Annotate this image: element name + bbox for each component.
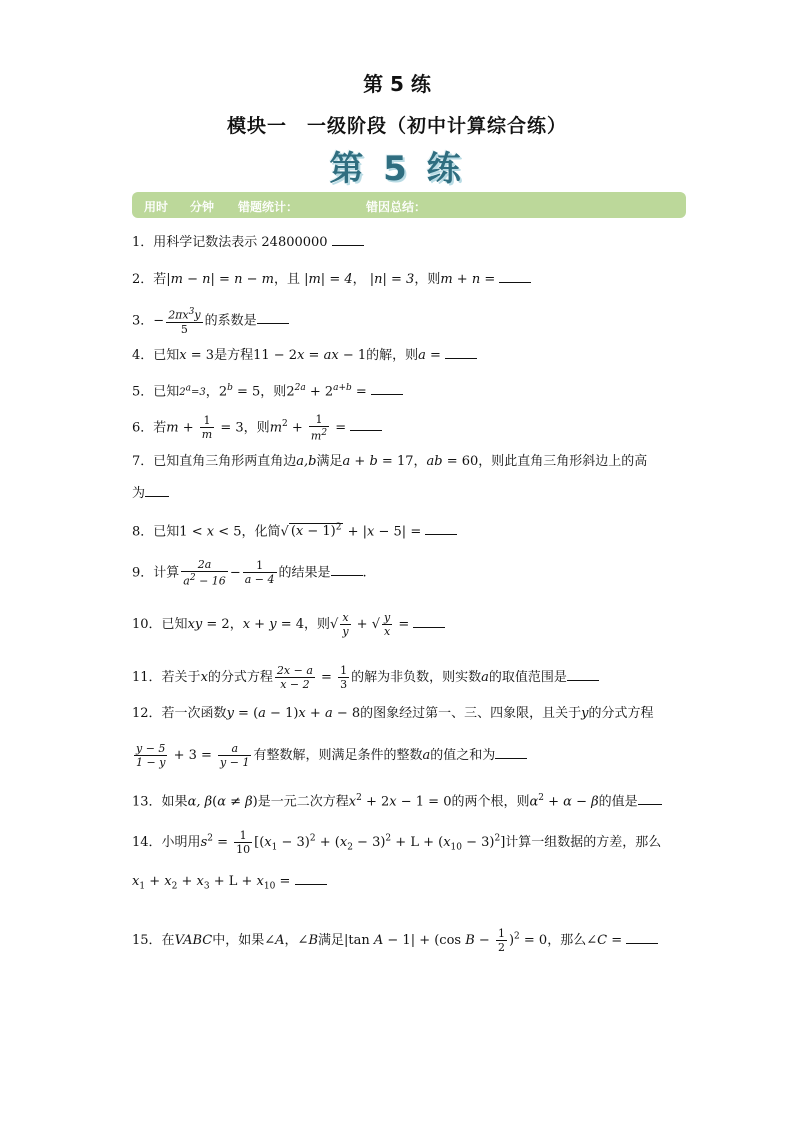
question-4: 4．已知x = 3是方程11 − 2x = ax − 1的解，则a = xyxy=(132,346,477,365)
question-5: 5．已知2a=3，$2^b = 5$，则$2^{2a} + 2^{a+b}$ = xyxy=(132,379,403,402)
question-12-line-2: $\frac{y - 5}{1 - y}$ + 3 = $\frac{a}{y - 1}$ 有整数解，则满足条件的整数a的值之和为 xyxy=(132,742,527,769)
error-summary-label: 错因总结： xyxy=(366,200,427,214)
time-label: 用时 xyxy=(144,200,169,214)
question-9: 9．计算 $\frac{2a}{a^2 - 16}$ − $\frac{1}{a - 4}$ 的结果是 . xyxy=(132,558,367,588)
minute-label: 分钟 xyxy=(190,200,215,214)
error-count-label: 错题统计： xyxy=(238,200,299,214)
page-title-small: 第 5 练 xyxy=(363,72,431,96)
page-subtitle: 模块一 一级阶段（初中计算综合练） xyxy=(226,115,567,137)
question-7: 7．已知直角三角形两直角边a,b满足a + b = 17，ab = 60，则此直角三角形斜边上的高 xyxy=(132,454,648,469)
question-15: 15．在VABC中，如果∠A，∠B满足|tan A − 1| + (cos B − $\frac{1}{2}$ )$^2$ = 0，那么∠C = xyxy=(132,927,658,954)
question-1: 1．用科学记数法表示 24800000 xyxy=(132,233,364,252)
question-12: 12．若一次函数y = (a − 1)x + a − 8的图象经过第一、三、四象限，且关于y的分式方程 xyxy=(132,706,654,721)
question-14-line-2: $x_1 + x_2 + x_3 + L + x_{10}$ = xyxy=(132,872,327,896)
info-bar xyxy=(132,192,686,218)
question-3: 3．− $\frac{2\pi x^3y}{5}$ 的系数是 xyxy=(132,306,289,336)
question-11: 11．若关于x的分式方程 $\frac{2x - a}{x - 2}$ = $\frac{1}{3}$ 的解为非负数，则实数a的取值范围是 xyxy=(132,664,599,691)
page-title-large: 第 5 练 xyxy=(329,149,465,189)
question-7-line-2: 为 xyxy=(132,484,169,503)
question-8: 8．已知1 < x < 5，化简√ $(x - 1)^2 + |x - 5|$ = xyxy=(132,519,457,541)
question-10: 10．已知xy = 2，x + y = 4，则√ $\frac{x}{y}$ + √ $\frac{y}{x}$ = xyxy=(132,611,445,638)
question-13: 13．如果α, β(α ≠ β)是一元二次方程$x^2 + 2x - 1 = 0$的两个根，则$\alpha^2 + \alpha - \beta$的值是 xyxy=(132,789,662,811)
question-14: 14．小明用$s^2$ = $\frac{1}{10}$ $[(x_1 - 3)^2 + (x_2 - 3)^2 + L + (x_{10} - 3)^2]$计算一组数据的方差，那么 xyxy=(132,829,662,856)
question-2: 2．若|m − n| = n − m，且 |m| = 4， |n| = 3，则m + n = xyxy=(132,270,531,289)
question-6: 6．若m + $\frac{1}{m}$ = 3，则$m^2$ + $\frac{1}{m^2}$ = xyxy=(132,413,382,443)
